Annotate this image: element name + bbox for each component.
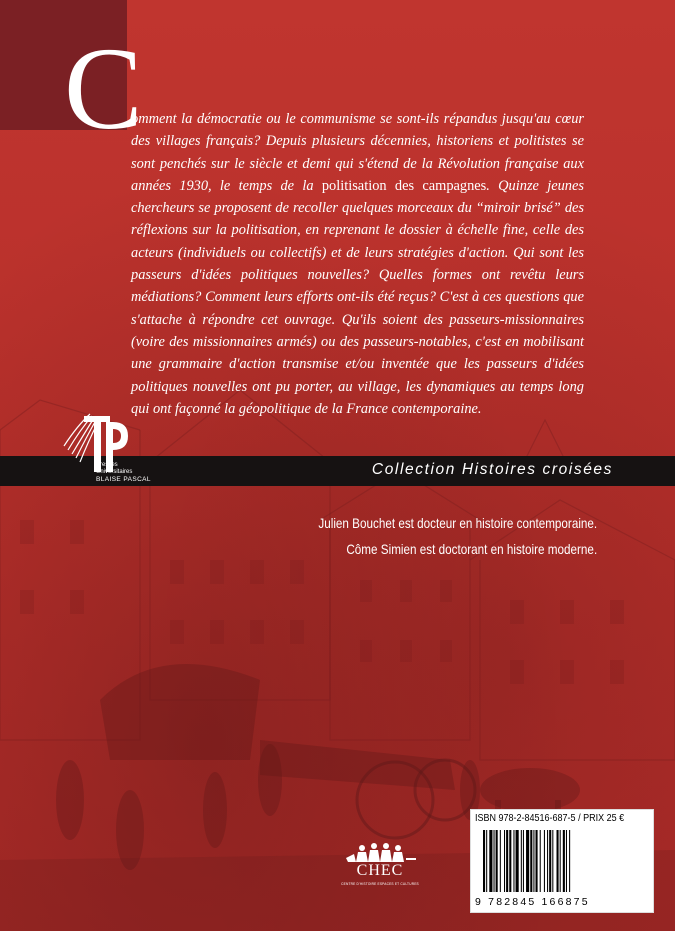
- blurb-text-1: omment la démocratie ou le communisme se sont-ils répandus jusqu'au cœur des villages français? Depuis plusieurs décennies, historiens et politistes se sont penchés sur le siècle et demi qui s'étend de la Révolution française aux années 1930, le temps de la: [131, 111, 584, 194]
- chec-wordmark: CHEC: [356, 862, 404, 879]
- author-notes: [318, 511, 597, 563]
- back-cover-blurb: [131, 108, 584, 420]
- isbn-price: ISBN 978-2-84516-687-5 / PRIX 25 €: [475, 813, 625, 824]
- author-note-1: Julien Bouchet est docteur en histoire contemporaine.: [318, 516, 597, 531]
- publisher-line-2: Universitaires: [96, 469, 133, 475]
- barcode-icon: [481, 830, 643, 892]
- barcode-number: 9 782845 166875: [475, 896, 590, 908]
- blurb-text-2: . Quinze jeunes chercheurs se proposent de recoller quelques morceaux du “miroir brisé” des réflexions sur la politisation, en reprenant le dossier à échelle fine, celle des acteurs (individuels ou collectifs) et de leurs stratégies d'action. Qui sont les passeurs d'idées politiques nouvelles? Quelles formes ont revêtu leurs médiations? Comment leurs efforts ont-ils été reçus? C'est à ces questions que s'attache à répondre cet ouvrage. Qu'ils soient des passeurs-missionnaires (voire des missionnaires armés) ou des passeurs-notables, c'est en mobilisant une grammaire d'action transmise et/ou inventée que les passeurs d'idées politiques nouvelles ont pu porter, au village, les dynamiques au temps long qui ont façonné la géopolitique de la France contemporaine.: [131, 177, 584, 417]
- chec-subtitle: CENTRE D'HISTOIRE ESPACES ET CULTURES: [341, 882, 419, 886]
- isbn-barcode-box: [470, 809, 654, 913]
- blurb-text-upright: politisation des campagnes: [321, 177, 487, 194]
- collection-title: Collection Histoires croisées: [371, 461, 613, 478]
- drop-cap: C: [64, 23, 143, 154]
- publisher-line-1: Presses: [96, 462, 118, 468]
- publisher-name: [96, 462, 151, 483]
- publisher-line-3: BLAISE PASCAL: [96, 476, 151, 483]
- author-note-2: Côme Simien est doctorant en histoire moderne.: [346, 542, 597, 557]
